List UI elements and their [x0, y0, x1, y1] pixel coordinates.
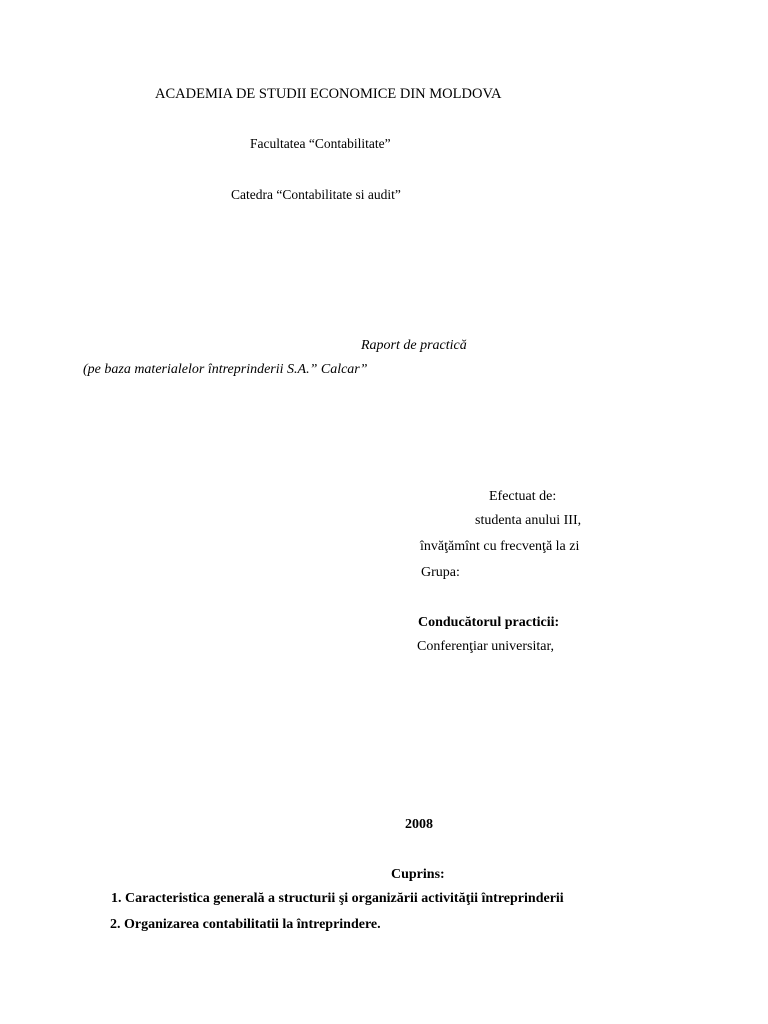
faculty-name: Facultatea “Contabilitate”	[250, 136, 391, 151]
department-name: Catedra “Contabilitate si audit”	[231, 187, 401, 202]
contents-item: 1. Caracteristica generală a structurii şi organizării activităţii întreprinderii	[111, 891, 564, 906]
report-subtitle: (pe baza materialelor întreprinderii S.A.” Calcar”	[83, 362, 368, 377]
supervisor-title: Conferenţiar universitar,	[417, 639, 555, 654]
report-title: Raport de practică	[361, 338, 467, 353]
contents-title: Cuprins:	[391, 867, 445, 882]
report-year: 2008	[405, 817, 433, 832]
study-form: învăţămînt cu frecvenţă la zi	[420, 539, 580, 554]
academy-name: ACADEMIA DE STUDII ECONOMICE DIN MOLDOVA	[155, 86, 502, 102]
student-year: studenta anului III,	[475, 513, 582, 528]
supervisor-label: Conducătorul practicii:	[418, 615, 560, 630]
contents-item: 2. Organizarea contabilitatii la întreprindere.	[110, 917, 381, 932]
done-by-label: Efectuat de:	[489, 489, 557, 504]
group-label: Grupa:	[421, 565, 460, 580]
